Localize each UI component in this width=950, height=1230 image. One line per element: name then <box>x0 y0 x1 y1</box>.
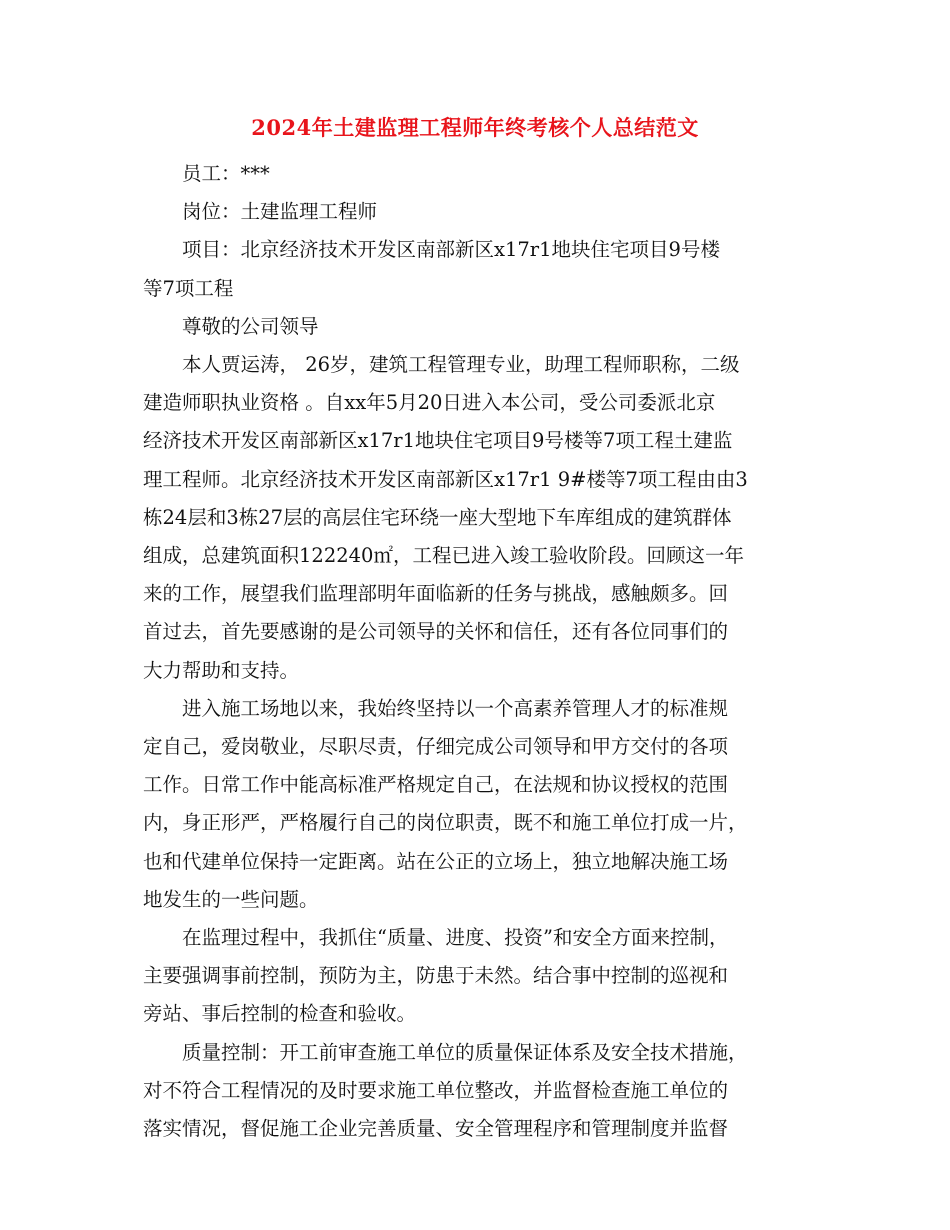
paragraph <box>143 1034 813 1149</box>
text-line: 旁站、事后控制的检查和验收。 <box>143 1002 417 1026</box>
text-line: 本人贾运涛， 26岁，建筑工程管理专业，助理工程师职称，二级 <box>182 353 740 377</box>
paragraph <box>143 155 813 193</box>
text-line: 岗位：土建监理工程师 <box>182 200 378 224</box>
text-line: 经济技术开发区南部新区x17r1地块住宅项目9号楼等7项工程土建监 <box>143 429 733 453</box>
text-line: 尊敬的公司领导 <box>182 314 319 338</box>
document-title: 2024年土建监理工程师年终考核个人总结范文 <box>251 115 699 140</box>
paragraph <box>143 690 813 919</box>
text-line: 地发生的一些问题。 <box>143 887 319 911</box>
paragraph <box>143 193 813 231</box>
text-line: 主要强调事前控制，预防为主，防患于未然。结合事中控制的巡视和 <box>143 964 729 988</box>
paragraph <box>143 231 813 307</box>
text-line: 内，身正形严，严格履行自己的岗位职责，既不和施工单位打成一片， <box>143 811 748 835</box>
paragraph <box>143 346 813 690</box>
text-line: 定自己，爱岗敬业，尽职尽责，仔细完成公司领导和甲方交付的各项 <box>143 735 729 759</box>
text-line: 大力帮助和支持。 <box>143 658 300 682</box>
text-line: 也和代建单位保持一定距离。站在公正的立场上，独立地解决施工场 <box>143 849 729 873</box>
text-line: 落实情况，督促施工企业完善质量、安全管理程序和管理制度并监督 <box>143 1117 729 1141</box>
text-line: 进入施工场地以来，我始终坚持以一个高素养管理人才的标准规 <box>182 696 729 720</box>
text-line: 理工程师。北京经济技术开发区南部新区x17r1 9#楼等7项工程由由3 <box>143 467 748 491</box>
text-line: 栋24层和3栋27层的高层住宅环绕一座大型地下车库组成的建筑群体 <box>143 505 732 529</box>
text-line: 质量控制：开工前审查施工单位的质量保证体系及安全技术措施， <box>182 1040 748 1064</box>
text-line: 建造师职执业资格 。自xx年5月20日进入本公司，受公司委派北京 <box>143 391 716 415</box>
text-line: 组成，总建筑面积122240㎡，工程已进入竣工验收阶段。回顾这一年 <box>143 544 744 568</box>
document-body <box>143 155 813 1148</box>
text-line: 工作。日常工作中能高标准严格规定自己，在法规和协议授权的范围 <box>143 773 729 797</box>
text-line: 来的工作，展望我们监理部明年面临新的任务与挑战，感触颇多。回 <box>143 582 729 606</box>
text-line: 在监理过程中，我抓住“质量、进度、投资”和安全方面来控制， <box>182 926 729 950</box>
text-line: 首过去，首先要感谢的是公司领导的关怀和信任，还有各位同事们的 <box>143 620 729 644</box>
text-line: 等7项工程 <box>143 276 234 300</box>
text-line: 员工：*** <box>182 162 270 185</box>
text-line: 对不符合工程情况的及时要求施工单位整改，并监督检查施工单位的 <box>143 1078 729 1102</box>
paragraph <box>143 308 813 346</box>
paragraph <box>143 919 813 1034</box>
text-line: 项目：北京经济技术开发区南部新区x17r1地块住宅项目9号楼 <box>182 238 720 262</box>
